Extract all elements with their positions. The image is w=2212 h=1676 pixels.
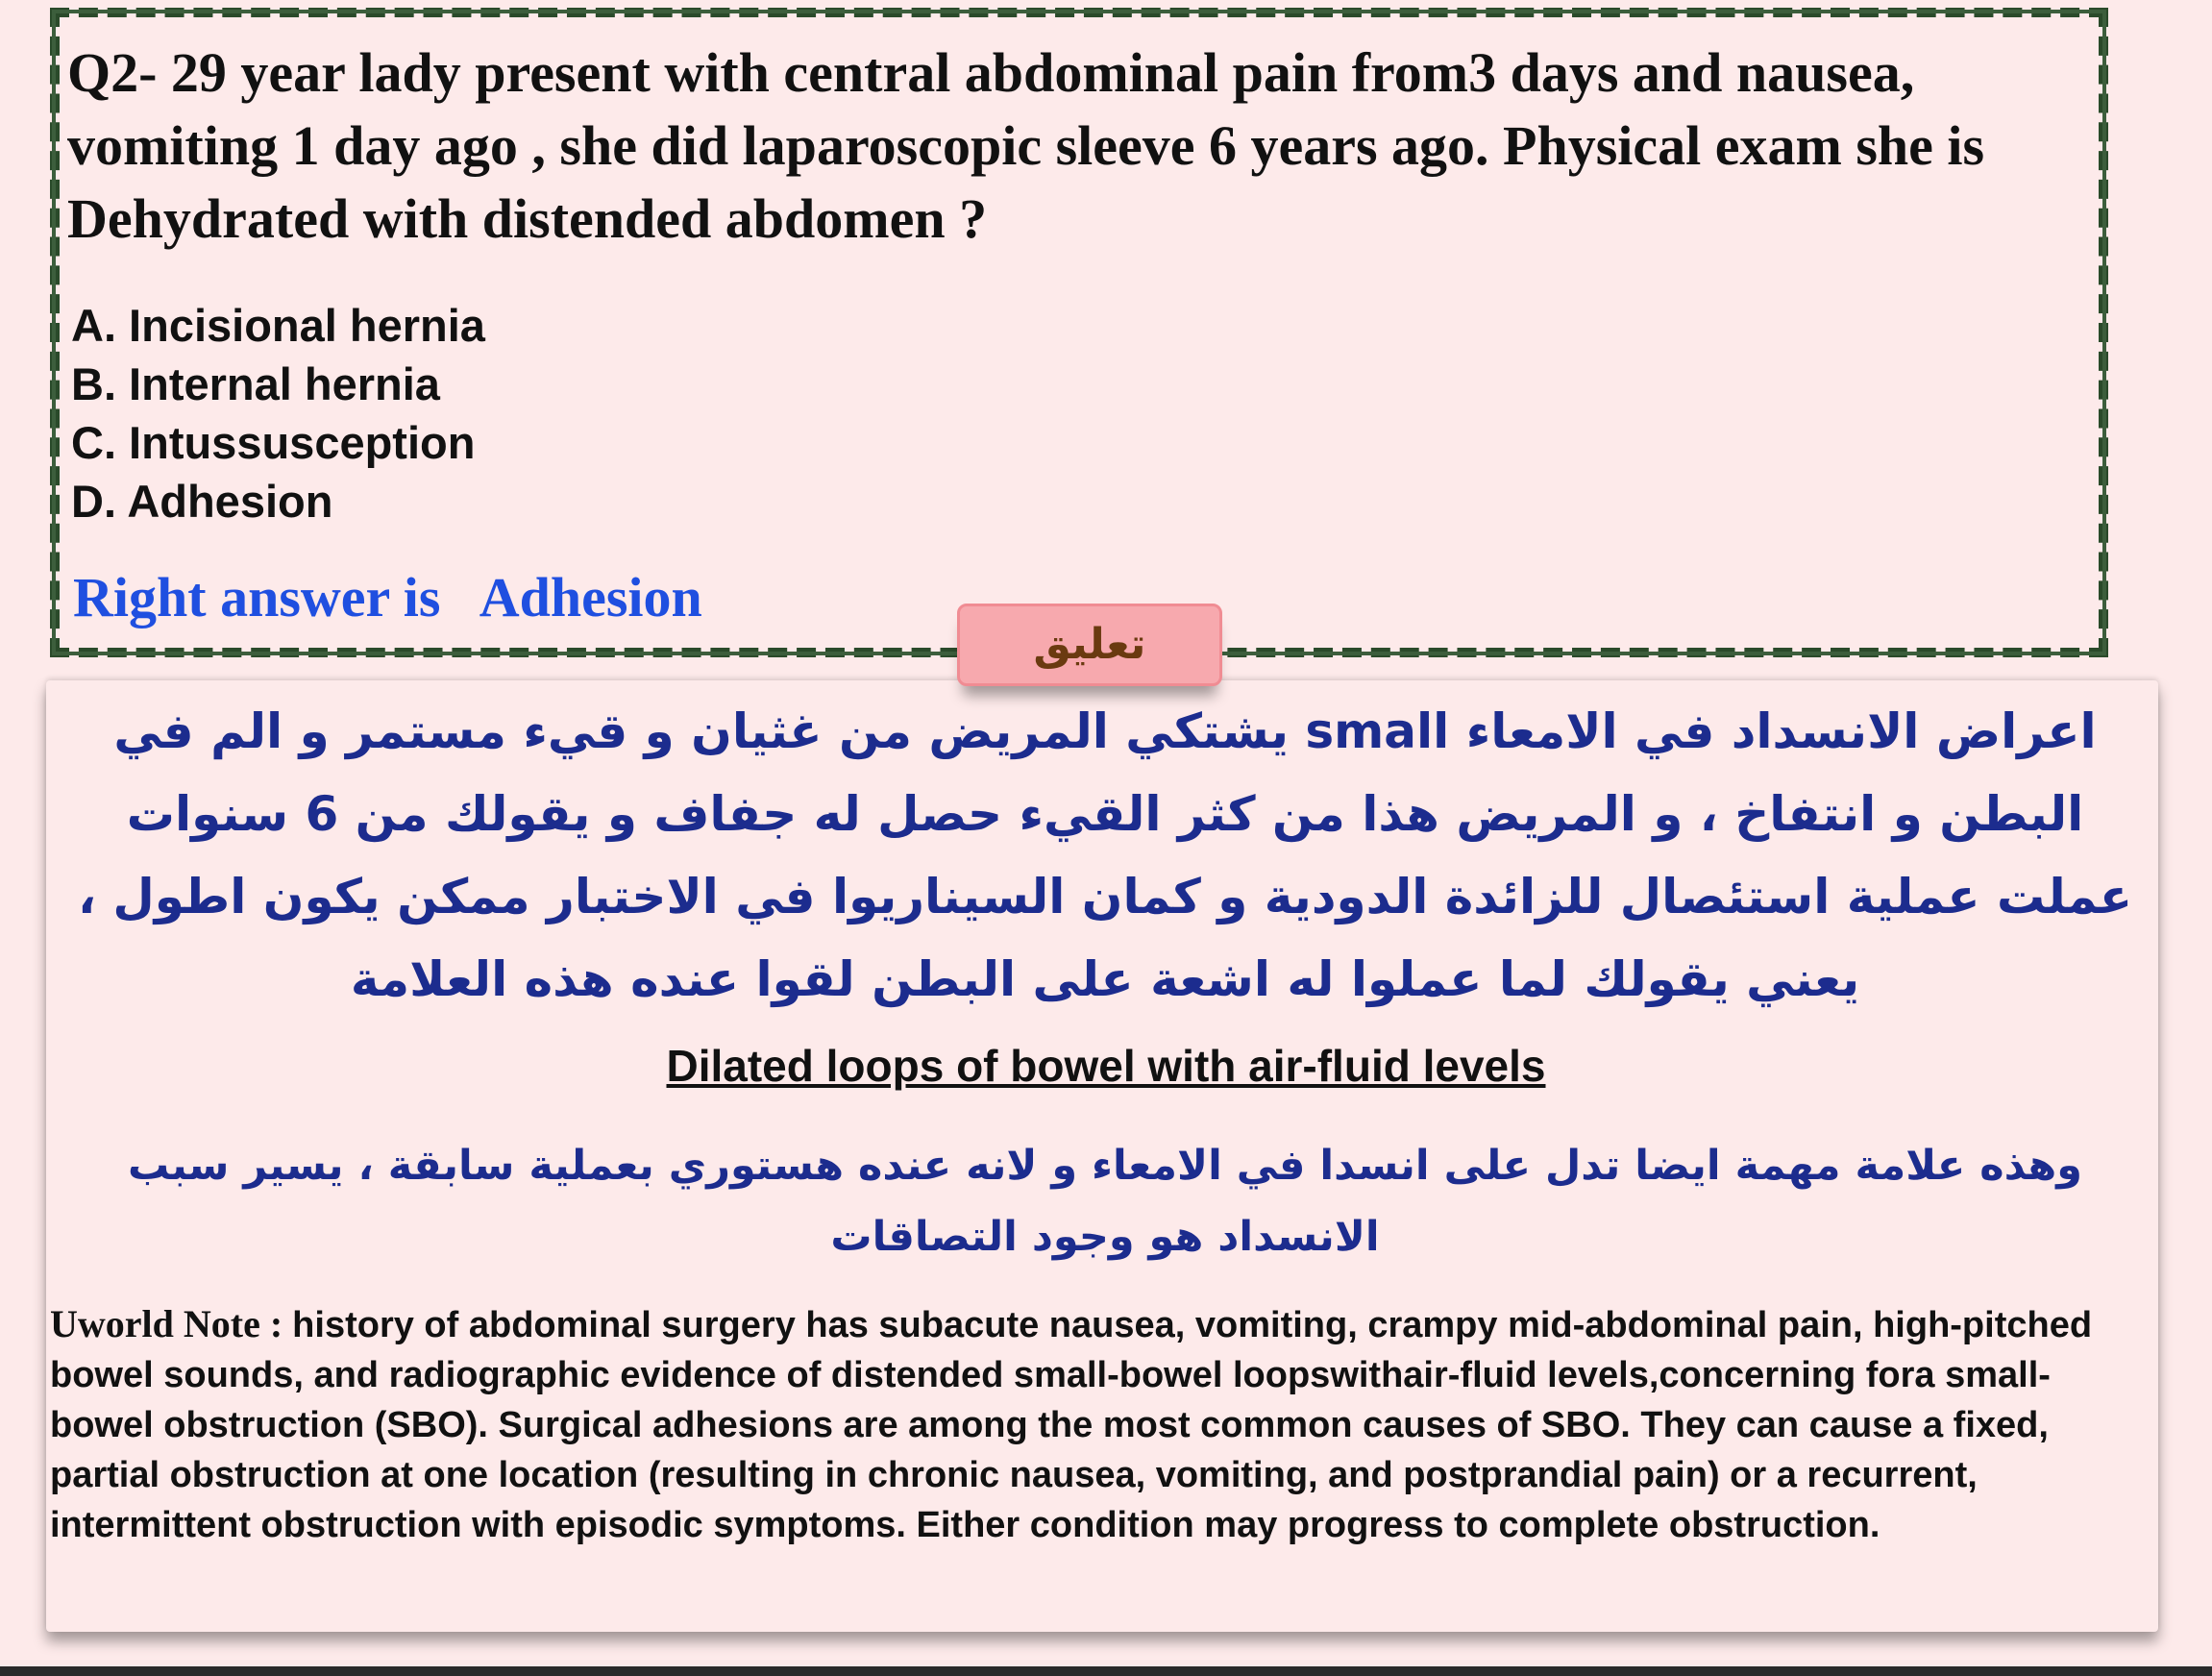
radiographic-sign: Dilated loops of bowel with air-fluid levels (666, 1041, 1546, 1091)
uworld-note-text: history of abdominal surgery has subacute nausea, vomiting, crampy mid-abdominal pain, high-pitched bowel sounds, and radiographic evidence of distended small-bowel loopswithair-fluid levels,concerning fora small-bowel obstruction (SBO). Surgical adhesions are among the most common causes of SBO. They can cause a fixed, partial obstruction at one location (resulting in chronic nausea, vomiting, and postprandial pain) or a recurrent, intermittent obstruction with episodic symptoms. Either condition may progress to complete obstruction. (50, 1305, 2093, 1545)
comment-tab (957, 604, 1222, 686)
answer-options (71, 296, 485, 530)
right-answer: Right answer is Adhesion (73, 566, 702, 628)
option-c: C. Intussusception (71, 417, 476, 468)
option-a: A. Incisional hernia (71, 300, 485, 351)
arabic-explanation: اعراض الانسداد في الامعاء small يشتكي المريض من غثيان و قيء مستمر و الم في البطن و انتفاخ ، و المريض هذا من كثر القيء حصل له جفاف و يقولك من 6 سنوات عملت عملية استئصال للزائدة الدودية و كمان السيناريوا في الاختبار ممكن يكون اطول ، يعني يقولك لما عملوا له اشعة على البطن لقوا عنده هذه العلامة (78, 703, 2132, 1007)
uworld-note (50, 1299, 2145, 1550)
comment-tab-label: تعليق (1033, 620, 1146, 669)
arabic-conclusion: وهذه علامة مهمة ايضا تدل على انسدا في الامعاء و لانه عنده هستوري بعملية سابقة ، يسير سبب الانسداد هو وجود التصاقات (128, 1142, 2082, 1261)
option-b: B. Internal hernia (71, 358, 440, 409)
question-text: Q2- 29 year lady present with central abdominal pain from3 days and nausea, vomiting 1 day ago , she did laparoscopic sleeve 6 years ago. Physical exam she is Dehydrated with distended abdomen ? (67, 41, 1985, 250)
option-d: D. Adhesion (71, 476, 333, 527)
uworld-note-label: Uworld Note : (50, 1302, 293, 1345)
bottom-divider (0, 1666, 2212, 1676)
